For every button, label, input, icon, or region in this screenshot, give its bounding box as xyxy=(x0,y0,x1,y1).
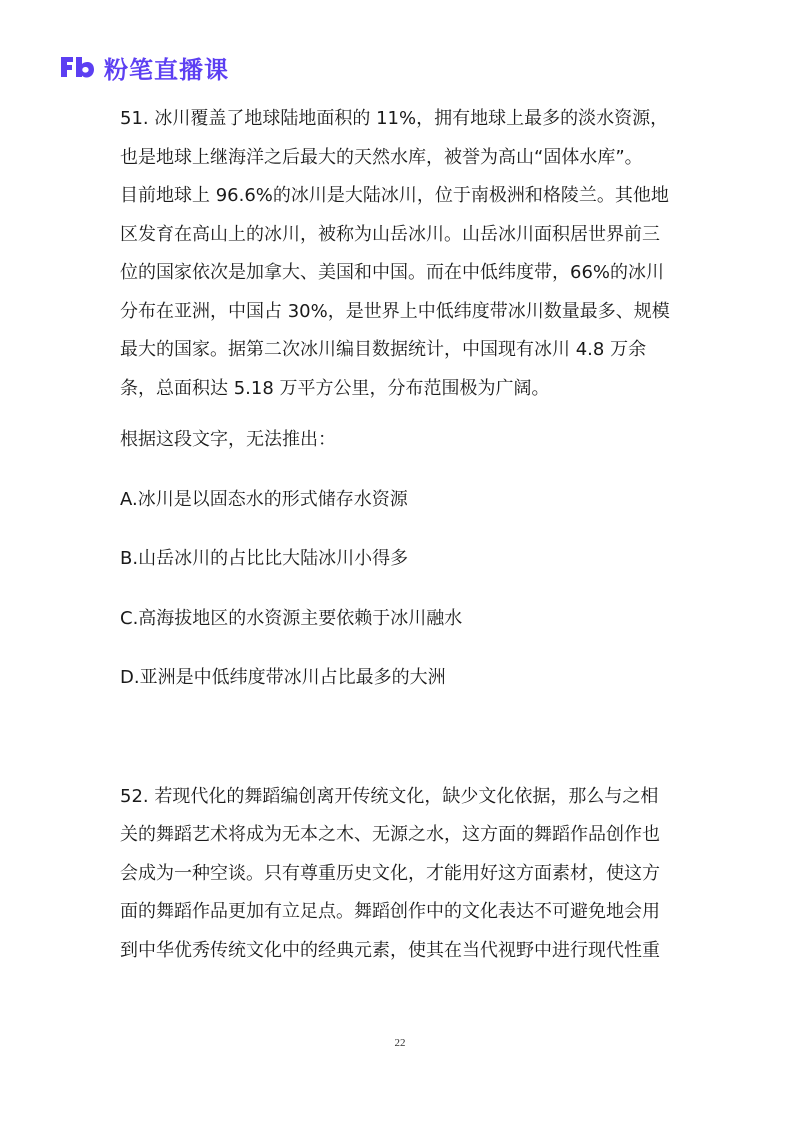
fenbi-logo-icon xyxy=(58,53,96,81)
option-a: A.冰川是以固态水的形式储存水资源 xyxy=(120,488,408,510)
passage-line: 条，总面积达 5.18 万平方公里，分布范围极为广阔。 xyxy=(120,377,550,399)
header xyxy=(58,50,229,84)
question-52 xyxy=(120,778,676,971)
passage-line: 位的国家依次是加拿大、美国和中国。而在中低纬度带，66%的冰川 xyxy=(120,262,665,283)
passage-line: 52. 若现代化的舞蹈编创离开传统文化，缺少文化依据，那么与之相 xyxy=(120,785,659,807)
passage-line: 最大的国家。据第二次冰川编目数据统计，中国现有冰川 4.8 万余 xyxy=(120,339,647,360)
page-number: 22 xyxy=(394,1037,406,1049)
question-51 xyxy=(120,100,676,698)
passage-line: 关的舞蹈艺术将成为无本之木、无源之水，这方面的舞蹈作品创作也 xyxy=(120,824,660,845)
passage-line: 目前地球上 96.6%的冰川是大陆冰川，位于南极洲和格陵兰。其他地 xyxy=(120,185,669,206)
question-passage xyxy=(120,100,676,408)
option-d: D.亚洲是中低纬度带冰川占比最多的大洲 xyxy=(120,667,446,688)
passage-line: 到中华优秀传统文化中的经典元素，使其在当代视野中进行现代性重 xyxy=(120,939,660,961)
question-stem: 根据这段文字，无法推出： xyxy=(120,429,336,450)
passage-line: 分布在亚洲，中国占 30%，是世界上中低纬度带冰川数量最多、规模 xyxy=(120,300,670,322)
option-b: B.山岳冰川的占比比大陆冰川小得多 xyxy=(120,548,409,569)
passage-line: 区发育在高山上的冰川，被称为山岳冰川。山岳冰川面积居世界前三 xyxy=(120,223,660,245)
passage-line: 也是地球上继海洋之后最大的天然水库，被誉为高山“固体水库”。 xyxy=(120,146,643,168)
option-c: C.高海拔地区的水资源主要依赖于冰川融水 xyxy=(120,607,463,629)
page-content xyxy=(120,100,676,970)
question-passage xyxy=(120,778,676,971)
passage-line: 面的舞蹈作品更加有立足点。舞蹈创作中的文化表达不可避免地会用 xyxy=(120,901,660,922)
question-gap xyxy=(120,698,676,778)
brand-name: 粉笔直播课 xyxy=(104,55,229,84)
passage-line: 会成为一种空谈。只有尊重历史文化，才能用好这方面素材，使这方 xyxy=(120,862,660,884)
passage-line: 51. 冰川覆盖了地球陆地面积的 11%，拥有地球上最多的淡水资源， xyxy=(120,108,669,129)
